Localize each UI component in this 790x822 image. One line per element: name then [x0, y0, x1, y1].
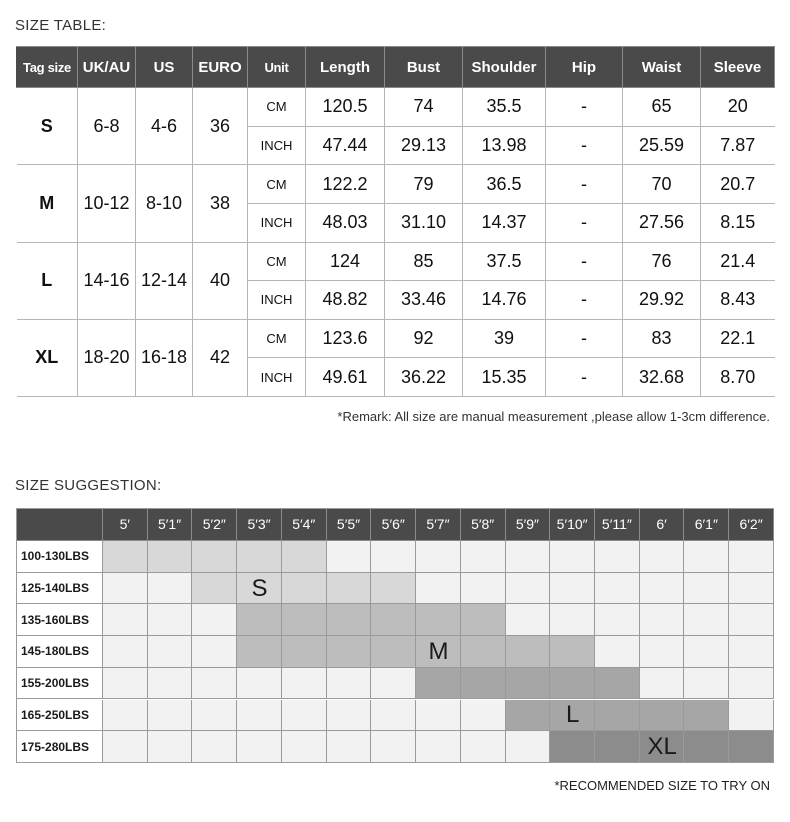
grid-cell — [371, 604, 416, 636]
grid-cell — [327, 541, 372, 573]
grid-cell — [103, 541, 148, 573]
grid-cell — [282, 668, 327, 700]
unit-cell: CM — [248, 165, 306, 204]
uk-au-cell: 14-16 — [78, 242, 136, 319]
bust-cell: 33.46 — [385, 281, 463, 320]
grid-cell — [461, 668, 506, 700]
height-header: 5′10″ — [550, 508, 595, 541]
grid-cell — [416, 700, 461, 732]
grid-cell — [506, 668, 551, 700]
sleeve-cell: 20 — [701, 88, 775, 127]
unit-cell: INCH — [248, 358, 306, 397]
grid-cell — [550, 668, 595, 700]
waist-cell: 25.59 — [623, 126, 701, 165]
header-us: US — [136, 47, 193, 88]
grid-cell — [729, 573, 774, 605]
hip-cell: - — [546, 126, 623, 165]
header-hip: Hip — [546, 47, 623, 88]
shoulder-cell: 35.5 — [463, 88, 546, 127]
shoulder-cell: 13.98 — [463, 126, 546, 165]
header-tag-size: Tag size — [17, 47, 78, 88]
grid-cell — [103, 700, 148, 732]
grid-cell — [506, 541, 551, 573]
shoulder-cell: 15.35 — [463, 358, 546, 397]
grid-cell — [640, 700, 685, 732]
grid-cell — [550, 573, 595, 605]
hip-cell: - — [546, 281, 623, 320]
grid-cell — [640, 604, 685, 636]
grid-cell — [237, 541, 282, 573]
grid-cell — [729, 731, 774, 763]
hip-cell: - — [546, 203, 623, 242]
shoulder-cell: 14.37 — [463, 203, 546, 242]
grid-cell — [237, 731, 282, 763]
grid-cell — [103, 668, 148, 700]
tag-size-cell: M — [17, 165, 78, 242]
grid-cell — [729, 604, 774, 636]
grid-cell — [282, 700, 327, 732]
grid-cell — [684, 604, 729, 636]
sleeve-cell: 8.70 — [701, 358, 775, 397]
grid-corner-header — [16, 508, 103, 541]
grid-cell — [282, 573, 327, 605]
weight-label: 100-130LBS — [16, 541, 103, 573]
shoulder-cell: 39 — [463, 319, 546, 358]
grid-cell — [729, 700, 774, 732]
grid-cell — [684, 541, 729, 573]
length-cell: 49.61 — [306, 358, 385, 397]
size-table — [16, 46, 775, 397]
size-row-cm — [17, 165, 775, 204]
grid-cell — [684, 700, 729, 732]
grid-cell — [192, 541, 237, 573]
grid-cell — [550, 541, 595, 573]
grid-cell — [684, 573, 729, 605]
grid-cell — [237, 668, 282, 700]
grid-cell — [327, 731, 372, 763]
grid-cell — [595, 700, 640, 732]
grid-cell — [461, 573, 506, 605]
weight-label: 155-200LBS — [16, 668, 103, 700]
uk-au-cell: 18-20 — [78, 319, 136, 396]
grid-cell — [371, 541, 416, 573]
grid-cell — [282, 731, 327, 763]
height-header: 6′1″ — [684, 508, 729, 541]
weight-label: 145-180LBS — [16, 636, 103, 668]
header-shoulder: Shoulder — [463, 47, 546, 88]
sleeve-cell: 8.15 — [701, 203, 775, 242]
grid-cell — [595, 573, 640, 605]
grid-cell — [640, 636, 685, 668]
grid-cell — [550, 636, 595, 668]
bust-cell: 85 — [385, 242, 463, 281]
waist-cell: 76 — [623, 242, 701, 281]
height-header: 5′2″ — [192, 508, 237, 541]
length-cell: 123.6 — [306, 319, 385, 358]
waist-cell: 32.68 — [623, 358, 701, 397]
grid-cell — [192, 700, 237, 732]
grid-cell — [103, 573, 148, 605]
grid-cell — [461, 604, 506, 636]
height-header: 5′6″ — [371, 508, 416, 541]
size-zone-label: XL — [647, 733, 677, 761]
weight-label: 165-250LBS — [16, 700, 103, 732]
euro-cell: 40 — [193, 242, 248, 319]
sleeve-cell: 21.4 — [701, 242, 775, 281]
grid-cell — [684, 731, 729, 763]
length-cell: 124 — [306, 242, 385, 281]
grid-cell — [148, 636, 193, 668]
grid-cell — [148, 573, 193, 605]
height-header: 5′11″ — [595, 508, 640, 541]
shoulder-cell: 14.76 — [463, 281, 546, 320]
grid-cell — [192, 636, 237, 668]
hip-cell: - — [546, 165, 623, 204]
grid-cell — [684, 636, 729, 668]
size-row-cm — [17, 88, 775, 127]
header-unit: Unit — [248, 47, 306, 88]
header-length: Length — [306, 47, 385, 88]
length-cell: 47.44 — [306, 126, 385, 165]
unit-cell: CM — [248, 319, 306, 358]
grid-cell — [327, 573, 372, 605]
size-row-cm — [17, 319, 775, 358]
grid-cell — [595, 636, 640, 668]
height-header: 5′8″ — [461, 508, 506, 541]
grid-cell — [282, 604, 327, 636]
weight-label: 175-280LBS — [16, 731, 103, 763]
sleeve-cell: 20.7 — [701, 165, 775, 204]
sleeve-cell: 22.1 — [701, 319, 775, 358]
shoulder-cell: 36.5 — [463, 165, 546, 204]
grid-cell — [461, 636, 506, 668]
grid-cell — [371, 636, 416, 668]
grid-cell — [148, 541, 193, 573]
height-header: 5′4″ — [282, 508, 327, 541]
waist-cell: 70 — [623, 165, 701, 204]
grid-cell — [506, 604, 551, 636]
uk-au-cell: 10-12 — [78, 165, 136, 242]
height-header: 6′ — [640, 508, 685, 541]
grid-cell — [595, 541, 640, 573]
grid-cell — [148, 700, 193, 732]
hip-cell: - — [546, 358, 623, 397]
uk-au-cell: 6-8 — [78, 88, 136, 165]
length-cell: 48.82 — [306, 281, 385, 320]
grid-cell — [416, 604, 461, 636]
grid-cell — [595, 604, 640, 636]
grid-cell — [282, 636, 327, 668]
height-header: 5′7″ — [416, 508, 461, 541]
grid-cell — [729, 668, 774, 700]
unit-cell: CM — [248, 242, 306, 281]
height-header: 6′2″ — [729, 508, 774, 541]
grid-cell — [148, 668, 193, 700]
hip-cell: - — [546, 319, 623, 358]
grid-cell — [595, 731, 640, 763]
grid-cell — [416, 731, 461, 763]
us-cell: 4-6 — [136, 88, 193, 165]
grid-cell — [550, 731, 595, 763]
grid-cell — [148, 731, 193, 763]
bust-cell: 29.13 — [385, 126, 463, 165]
grid-cell — [506, 573, 551, 605]
euro-cell: 36 — [193, 88, 248, 165]
euro-cell: 42 — [193, 319, 248, 396]
size-zone-label: S — [251, 574, 268, 602]
grid-cell — [416, 668, 461, 700]
header-sleeve: Sleeve — [701, 47, 775, 88]
grid-cell — [506, 700, 551, 732]
length-cell: 120.5 — [306, 88, 385, 127]
grid-cell — [192, 668, 237, 700]
grid-cell — [327, 604, 372, 636]
us-cell: 8-10 — [136, 165, 193, 242]
header-waist: Waist — [623, 47, 701, 88]
grid-cell — [327, 636, 372, 668]
grid-cell — [103, 636, 148, 668]
weight-label: 135-160LBS — [16, 604, 103, 636]
grid-cell — [416, 541, 461, 573]
unit-cell: INCH — [248, 203, 306, 242]
grid-cell — [461, 700, 506, 732]
grid-cell — [416, 573, 461, 605]
grid-cell — [327, 668, 372, 700]
shoulder-cell: 37.5 — [463, 242, 546, 281]
recommended-note: *RECOMMENDED SIZE TO TRY ON — [554, 778, 770, 793]
grid-cell — [729, 636, 774, 668]
bust-cell: 36.22 — [385, 358, 463, 397]
height-header: 5′ — [103, 508, 148, 541]
unit-cell: INCH — [248, 281, 306, 320]
height-header: 5′9″ — [506, 508, 551, 541]
hip-cell: - — [546, 242, 623, 281]
height-header: 5′1″ — [148, 508, 193, 541]
size-zone-label: M — [428, 637, 449, 665]
grid-cell — [550, 604, 595, 636]
grid-cell — [237, 700, 282, 732]
size-suggestion-title: SIZE SUGGESTION: — [15, 477, 162, 494]
grid-cell — [282, 541, 327, 573]
grid-cell — [371, 731, 416, 763]
grid-cell — [640, 668, 685, 700]
bust-cell: 31.10 — [385, 203, 463, 242]
unit-cell: CM — [248, 88, 306, 127]
grid-cell — [192, 573, 237, 605]
bust-cell: 79 — [385, 165, 463, 204]
bust-cell: 92 — [385, 319, 463, 358]
grid-cell — [371, 700, 416, 732]
grid-cell — [237, 636, 282, 668]
size-table-header-row — [17, 47, 775, 88]
grid-cell — [148, 604, 193, 636]
grid-cell — [506, 731, 551, 763]
tag-size-cell: L — [17, 242, 78, 319]
grid-cell — [506, 636, 551, 668]
size-suggestion-grid — [16, 508, 774, 763]
grid-cell — [684, 668, 729, 700]
grid-cell — [327, 700, 372, 732]
unit-cell: INCH — [248, 126, 306, 165]
grid-cell — [461, 541, 506, 573]
grid-cell — [103, 604, 148, 636]
grid-cell — [461, 731, 506, 763]
size-table-title: SIZE TABLE: — [15, 17, 107, 34]
grid-cell — [595, 668, 640, 700]
grid-cell — [192, 731, 237, 763]
us-cell: 16-18 — [136, 319, 193, 396]
bust-cell: 74 — [385, 88, 463, 127]
grid-cell — [729, 541, 774, 573]
tag-size-cell: XL — [17, 319, 78, 396]
height-header: 5′5″ — [327, 508, 372, 541]
size-remark: *Remark: All size are manual measurement ,please allow 1-3cm difference. — [337, 409, 770, 424]
header-euro: EURO — [193, 47, 248, 88]
tag-size-cell: S — [17, 88, 78, 165]
length-cell: 122.2 — [306, 165, 385, 204]
weight-label: 125-140LBS — [16, 573, 103, 605]
waist-cell: 27.56 — [623, 203, 701, 242]
grid-cell — [640, 573, 685, 605]
length-cell: 48.03 — [306, 203, 385, 242]
header-bust: Bust — [385, 47, 463, 88]
grid-cell — [640, 541, 685, 573]
height-header: 5′3″ — [237, 508, 282, 541]
sleeve-cell: 7.87 — [701, 126, 775, 165]
sleeve-cell: 8.43 — [701, 281, 775, 320]
grid-cell — [237, 604, 282, 636]
size-zone-label: L — [565, 701, 580, 729]
grid-cell — [192, 604, 237, 636]
hip-cell: - — [546, 88, 623, 127]
grid-cell — [371, 668, 416, 700]
waist-cell: 83 — [623, 319, 701, 358]
euro-cell: 38 — [193, 165, 248, 242]
waist-cell: 65 — [623, 88, 701, 127]
grid-cell — [103, 731, 148, 763]
us-cell: 12-14 — [136, 242, 193, 319]
waist-cell: 29.92 — [623, 281, 701, 320]
grid-cell — [371, 573, 416, 605]
size-row-cm — [17, 242, 775, 281]
header-uk-au: UK/AU — [78, 47, 136, 88]
